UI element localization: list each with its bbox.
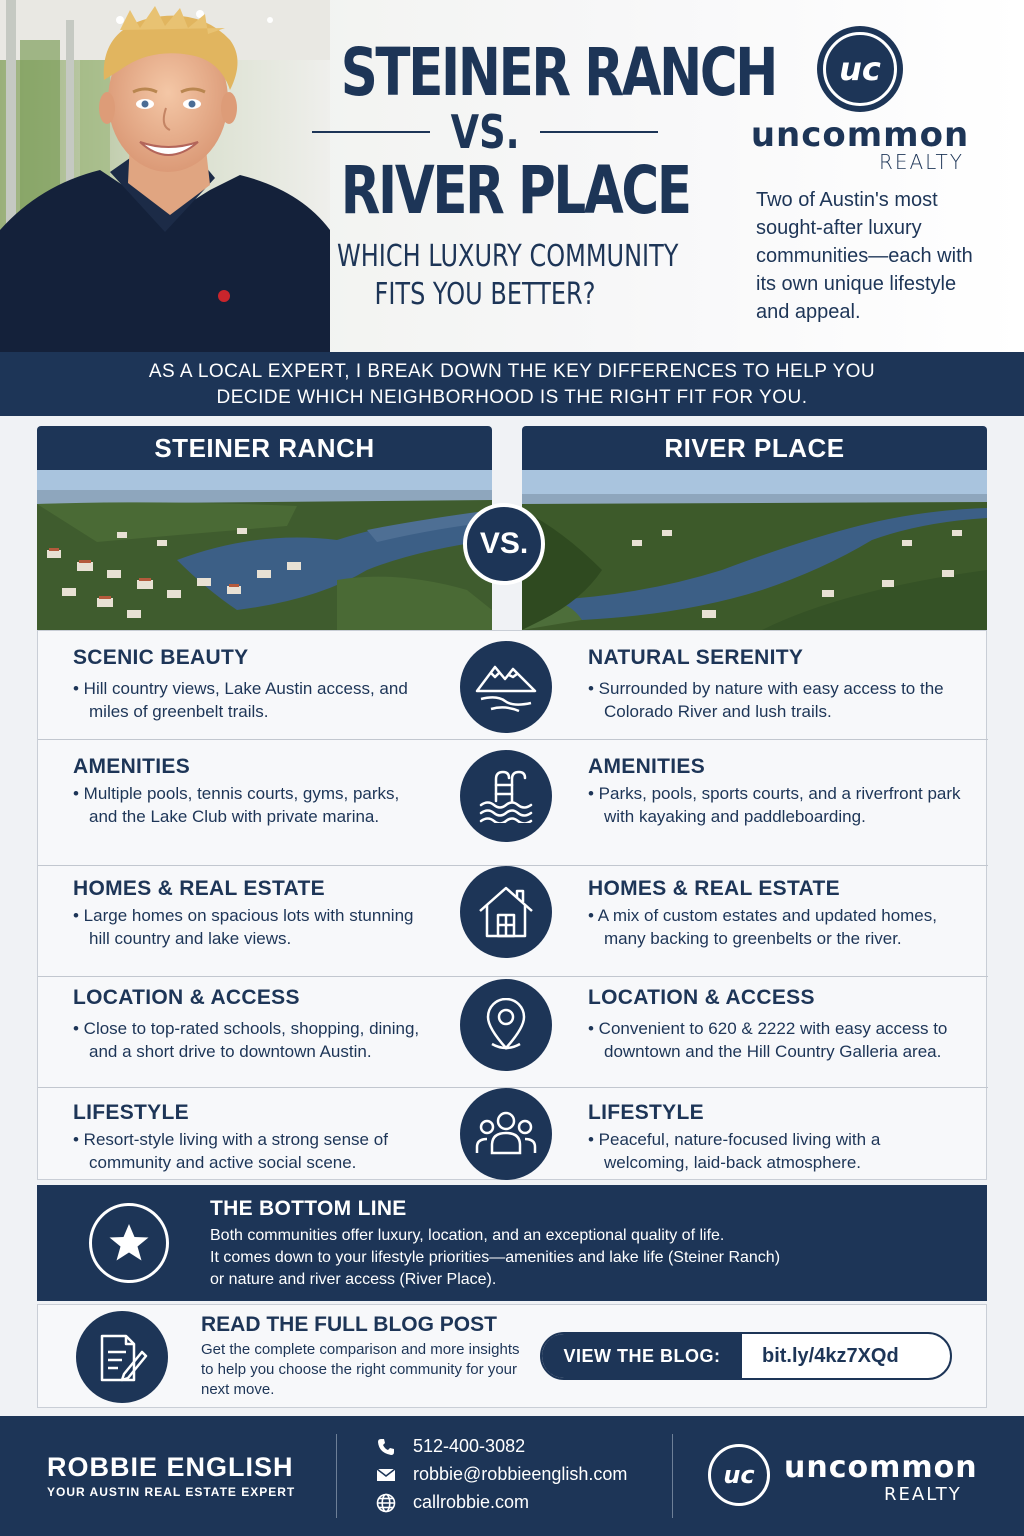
title-block <box>300 34 777 314</box>
view-blog-label[interactable]: VIEW THE BLOG: <box>542 1334 742 1378</box>
column-header-river-place: RIVER PLACE <box>522 426 987 470</box>
row-right-title: AMENITIES <box>588 755 706 778</box>
banner-line2: DECIDE WHICH NEIGHBORHOOD IS THE RIGHT FIT FOR YOU. <box>216 387 808 408</box>
footer-logo-realty: REALTY <box>884 1484 962 1505</box>
row-left-title: HOMES & REAL ESTATE <box>73 877 325 900</box>
row-left-text: • Hill country views, Lake Austin access, and miles of greenbelt trails. <box>73 679 408 721</box>
agent-photo <box>0 0 330 352</box>
row-right-title: HOMES & REAL ESTATE <box>588 877 840 900</box>
star-icon <box>89 1203 169 1283</box>
subtitle-line1: WHICH LUXURY COMMUNITY <box>337 239 679 274</box>
row-left-title: LOCATION & ACCESS <box>73 986 300 1009</box>
row-right-text: • Surrounded by nature with easy access to the Colorado River and lush trails. <box>588 679 944 721</box>
intro-text: Two of Austin's most sought-after luxury communities—each with its own unique lifestyle and appeal. <box>756 189 973 323</box>
row-right-title: NATURAL SERENITY <box>588 646 804 669</box>
steiner-ranch-aerial-image <box>37 470 492 630</box>
row-left-text: • Multiple pools, tennis courts, gyms, parks, and the Lake Club with private marina. <box>73 784 400 826</box>
document-pen-icon <box>76 1311 168 1403</box>
people-icon <box>460 1088 552 1180</box>
hero-header <box>0 0 1024 352</box>
comparison-row-lifestyle <box>38 1088 988 1180</box>
uc-logo-icon: uc <box>708 1444 770 1506</box>
blog-url[interactable]: bit.ly/4kz7XQd <box>762 1345 899 1367</box>
row-left-text: • Close to top-rated schools, shopping, dining, and a short drive to downtown Austin. <box>73 1019 420 1061</box>
blog-section <box>37 1304 987 1408</box>
logo-realty: REALTY <box>878 150 964 174</box>
row-right-title: LOCATION & ACCESS <box>588 986 815 1009</box>
vs-badge: VS. <box>463 503 545 585</box>
bottom-line-text: Both communities offer luxury, location, and an exceptional quality of life. It comes down to your lifestyle priorities—amenities and lake life (Steiner Ranch) or nature and river access (River Place). <box>210 1227 781 1288</box>
footer-uncommon-realty-logo <box>708 1442 988 1512</box>
website-contact[interactable] <box>375 1492 529 1513</box>
logo-wordmark: uncommon <box>750 115 970 155</box>
row-left-text: • Large homes on spacious lots with stunning hill country and lake views. <box>73 906 414 948</box>
blog-title: READ THE FULL BLOG POST <box>201 1313 497 1336</box>
phone-contact[interactable] <box>375 1436 525 1457</box>
uncommon-realty-logo <box>750 26 970 172</box>
row-right-title: LIFESTYLE <box>588 1101 704 1124</box>
mountains-icon <box>460 641 552 733</box>
location-pin-icon <box>460 979 552 1071</box>
uc-logo-icon: uc <box>817 26 903 112</box>
website-url[interactable]: callrobbie.com <box>413 1492 530 1512</box>
title-steiner-ranch: STEINER RANCH <box>340 34 777 111</box>
footer <box>0 1416 1024 1536</box>
house-icon <box>460 866 552 958</box>
row-right-text: • Parks, pools, sports courts, and a riverfront park with kayaking and paddleboarding. <box>588 784 961 826</box>
email-icon <box>375 1468 397 1482</box>
banner-line1: AS A LOCAL EXPERT, I BREAK DOWN THE KEY DIFFERENCES TO HELP YOU <box>148 361 876 382</box>
subtitle-line2: FITS YOU BETTER? <box>374 277 596 312</box>
river-place-aerial-image <box>522 470 987 630</box>
phone-number[interactable]: 512-400-3082 <box>413 1436 526 1456</box>
row-right-text: • A mix of custom estates and updated homes, many backing to greenbelts or the river. <box>588 906 937 948</box>
phone-icon <box>375 1438 397 1456</box>
bottom-line-section <box>37 1185 987 1301</box>
agent-tagline: YOUR AUSTIN REAL ESTATE EXPERT <box>47 1485 296 1499</box>
row-left-title: SCENIC BEAUTY <box>73 646 249 669</box>
row-left-text: • Resort-style living with a strong sense of community and active social scene. <box>73 1130 388 1172</box>
title-vs: VS. <box>450 105 520 159</box>
vs-divider <box>300 105 670 159</box>
bottom-line-title: THE BOTTOM LINE <box>210 1197 407 1220</box>
row-left-title: LIFESTYLE <box>73 1101 189 1124</box>
globe-icon <box>375 1493 397 1513</box>
view-blog-link[interactable] <box>540 1332 952 1380</box>
expert-banner <box>0 352 1024 416</box>
row-right-text: • Peaceful, nature-focused living with a welcoming, laid-back atmosphere. <box>588 1130 881 1172</box>
comparison-row-homes <box>38 866 988 977</box>
pool-icon <box>460 750 552 842</box>
comparison-row-scenic <box>38 631 988 740</box>
comparison-row-location <box>38 977 988 1088</box>
email-contact[interactable] <box>375 1464 627 1485</box>
blog-description: Get the complete comparison and more insights to help you choose the right community for your next move. <box>201 1341 520 1398</box>
row-left-title: AMENITIES <box>73 755 191 778</box>
comparison-table <box>37 630 987 1180</box>
agent-name: ROBBIE ENGLISH <box>47 1452 294 1482</box>
email-address[interactable]: robbie@robbieenglish.com <box>413 1464 628 1484</box>
title-river-place: RIVER PLACE <box>340 152 690 229</box>
column-header-steiner-ranch: STEINER RANCH <box>37 426 492 470</box>
footer-divider <box>336 1434 337 1518</box>
comparison-row-amenities <box>38 740 988 866</box>
footer-logo-wordmark: uncommon <box>784 1450 978 1485</box>
row-right-text: • Convenient to 620 & 2222 with easy access to downtown and the Hill Country Galleria area. <box>588 1019 948 1061</box>
footer-divider <box>672 1434 673 1518</box>
